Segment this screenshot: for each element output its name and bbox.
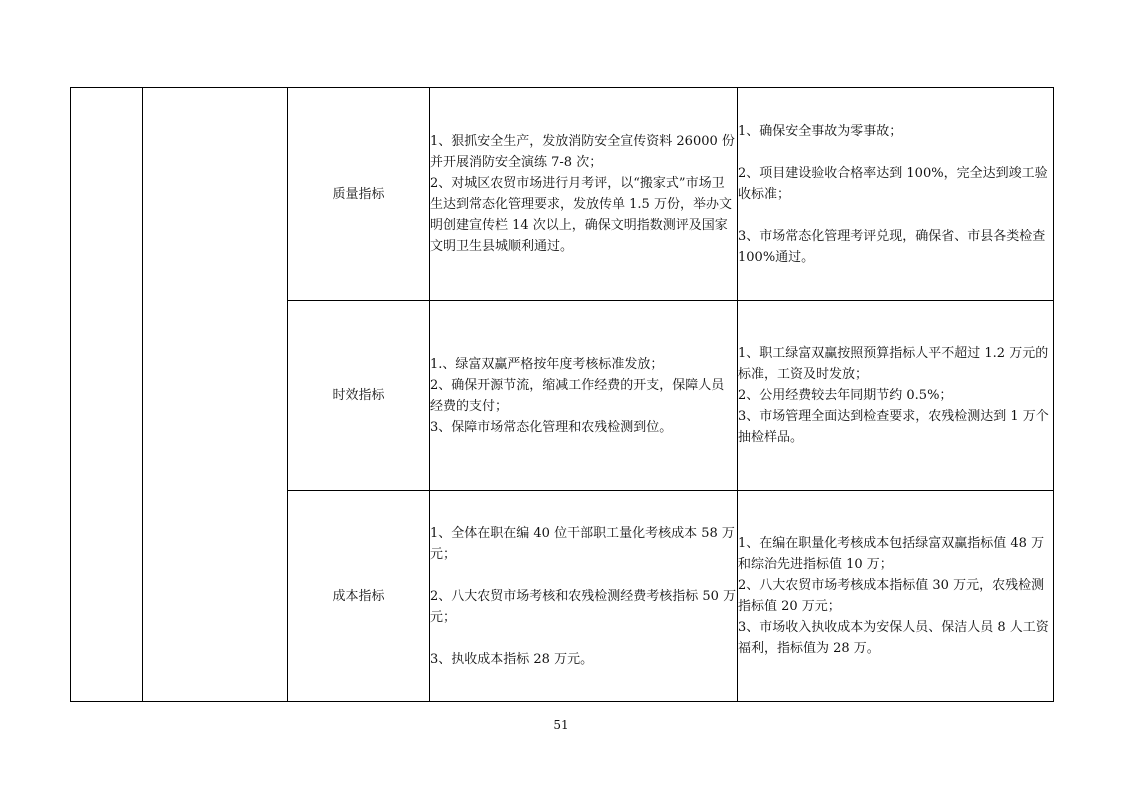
indicator-line: 1、在编在职量化考核成本包括绿富双赢指标值 48 万和综治先进指标值 10 万； <box>738 536 1045 572</box>
blank-line <box>738 142 1053 163</box>
indicator-line: 3、市场管理全面达到检查要求，农残检测达到 1 万个抽检样品。 <box>738 409 1049 445</box>
goal-line: 1、狠抓安全生产，发放消防安全宣传资料 26000 份并开展消防安全演练 7-8 次； <box>430 134 735 170</box>
goal-line: 3、保障市场常态化管理和农残检测到位。 <box>430 419 673 435</box>
goal-line: 2、确保开源节流，缩减工作经费的开支，保障人员经费的支付； <box>430 377 725 414</box>
indicator-line: 1、确保安全事故为零事故； <box>738 123 903 139</box>
goal-cell-timeliness <box>430 301 738 491</box>
row-label-cost: 成本指标 <box>288 491 430 702</box>
indicator-line: 1、职工绿富双赢按照预算指标人平不超过 1.2 万元的标准，工资及时发放； <box>738 346 1049 382</box>
blank-line <box>430 565 737 586</box>
goal-line: 2、八大农贸市场考核和农残检测经费考核指标 50 万元； <box>430 588 737 625</box>
goal-line: 1.、绿富双赢严格按年度考核标准发放； <box>430 356 664 372</box>
goal-cell-quality <box>430 88 738 301</box>
goal-cell-cost <box>430 491 738 702</box>
indicator-cell-quality <box>738 88 1054 301</box>
indicator-cell-timeliness <box>738 301 1054 491</box>
goal-line: 3、执收成本指标 28 万元。 <box>430 651 594 667</box>
merged-empty-cell-1 <box>71 88 143 702</box>
merged-empty-cell-2 <box>143 88 288 702</box>
goal-line: 2、对城区农贸市场进行月考评，以“搬家式”市场卫生达到常态化管理要求，发放传单 1.5 万份，举办文明创建宣传栏 14 次以上，确保文明指数测评及国家文明卫生县城顺利通过。 <box>430 176 732 254</box>
table-row-quality <box>71 88 1054 301</box>
row-label-timeliness: 时效指标 <box>288 301 430 491</box>
row-label-quality: 质量指标 <box>288 88 430 301</box>
indicator-line: 3、市场收入执收成本为安保人员、保洁人员 8 人工资福利，指标值为 28 万。 <box>738 620 1049 656</box>
indicator-line: 3、市场常态化管理考评兑现，确保省、市县各类检查 100%通过。 <box>738 228 1046 265</box>
goal-line: 1、全体在职在编 40 位干部职工量化考核成本 58 万元； <box>430 525 735 562</box>
indicator-line: 2、八大农贸市场考核成本指标值 30 万元，农残检测指标值 20 万元； <box>738 578 1045 614</box>
indicator-cell-cost <box>738 491 1054 702</box>
indicator-line: 2、项目建设验收合格率达到 100%，完全达到竣工验收标准； <box>738 165 1048 202</box>
indicator-line: 2、公用经费较去年同期节约 0.5%； <box>738 388 953 403</box>
blank-line <box>738 205 1053 226</box>
performance-indicator-table <box>70 87 1054 702</box>
blank-line <box>430 628 737 649</box>
page-number: 51 <box>553 718 569 732</box>
